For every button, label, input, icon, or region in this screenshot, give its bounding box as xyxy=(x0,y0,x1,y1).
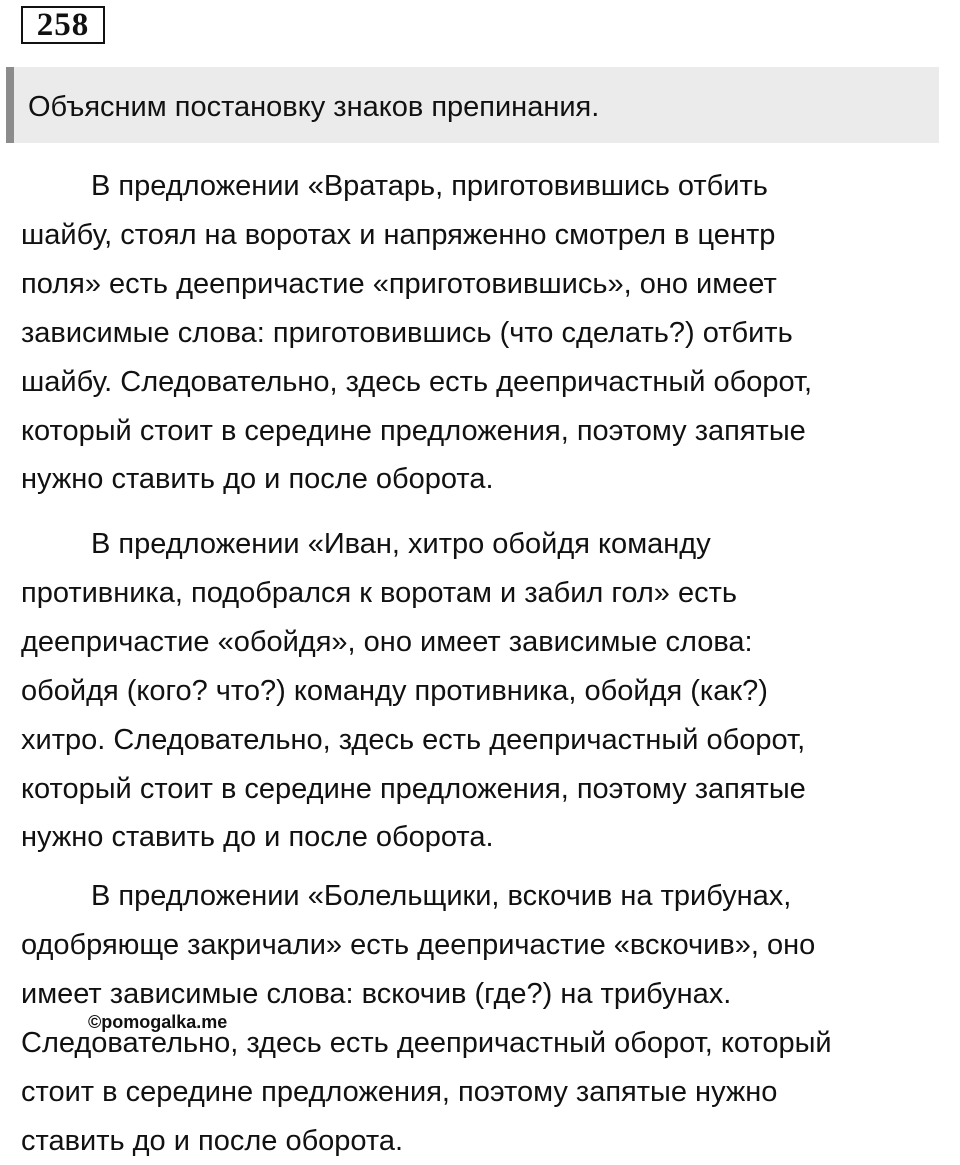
paragraph-line: ставить до и после оборота. xyxy=(21,1124,404,1157)
heading-banner xyxy=(6,67,939,143)
paragraph-line: шайбу. Следовательно, здесь есть деепричастный оборот, xyxy=(21,365,813,398)
paragraph-line: стоит в середине предложения, поэтому запятые нужно xyxy=(21,1075,778,1108)
paragraph-line: нужно ставить до и после оборота. xyxy=(21,463,494,496)
paragraph-line: поля» есть деепричастие «приготовившись», оно имеет xyxy=(21,267,777,300)
paragraph-line: противника, подобрался к воротам и забил гол» есть xyxy=(21,576,737,609)
watermark: ©pomogalka.me xyxy=(88,1012,228,1032)
paragraph-line: Следовательно, здесь есть деепричастный оборот, который xyxy=(21,1026,832,1059)
paragraph-line: который стоит в середине предложения, поэтому запятые xyxy=(21,772,806,805)
paragraph-line: шайбу, стоял на воротах и напряженно смотрел в центр xyxy=(21,218,776,251)
paragraph-line: В предложении «Иван, хитро обойдя команду xyxy=(91,528,711,560)
paragraph-line: зависимые слова: приготовившись (что сделать?) отбить xyxy=(21,316,793,349)
paragraph-line: нужно ставить до и после оборота. xyxy=(21,821,494,854)
paragraph-2 xyxy=(21,520,956,862)
paragraph-line: одобряюще закричали» есть деепричастие «вскочив», оно xyxy=(21,928,816,961)
paragraph-line: обойдя (кого? что?) команду противника, обойдя (как?) xyxy=(21,674,768,707)
paragraph-line: который стоит в середине предложения, поэтому запятые xyxy=(21,414,806,447)
paragraph-line: хитро. Следовательно, здесь есть деепричастный оборот, xyxy=(21,723,806,756)
task-number: 258 xyxy=(21,6,105,44)
paragraph-line: имеет зависимые слова: вскочив (где?) на трибунах. xyxy=(21,977,732,1010)
paragraph-line: деепричастие «обойдя», оно имеет зависимые слова: xyxy=(21,625,753,658)
paragraph-1 xyxy=(21,162,956,504)
paragraph-line: В предложении «Вратарь, приготовившись отбить xyxy=(91,170,768,202)
heading-text: Объясним постановку знаков препинания. xyxy=(28,91,600,123)
paragraph-line: В предложении «Болельщики, вскочив на трибунах, xyxy=(91,880,792,912)
